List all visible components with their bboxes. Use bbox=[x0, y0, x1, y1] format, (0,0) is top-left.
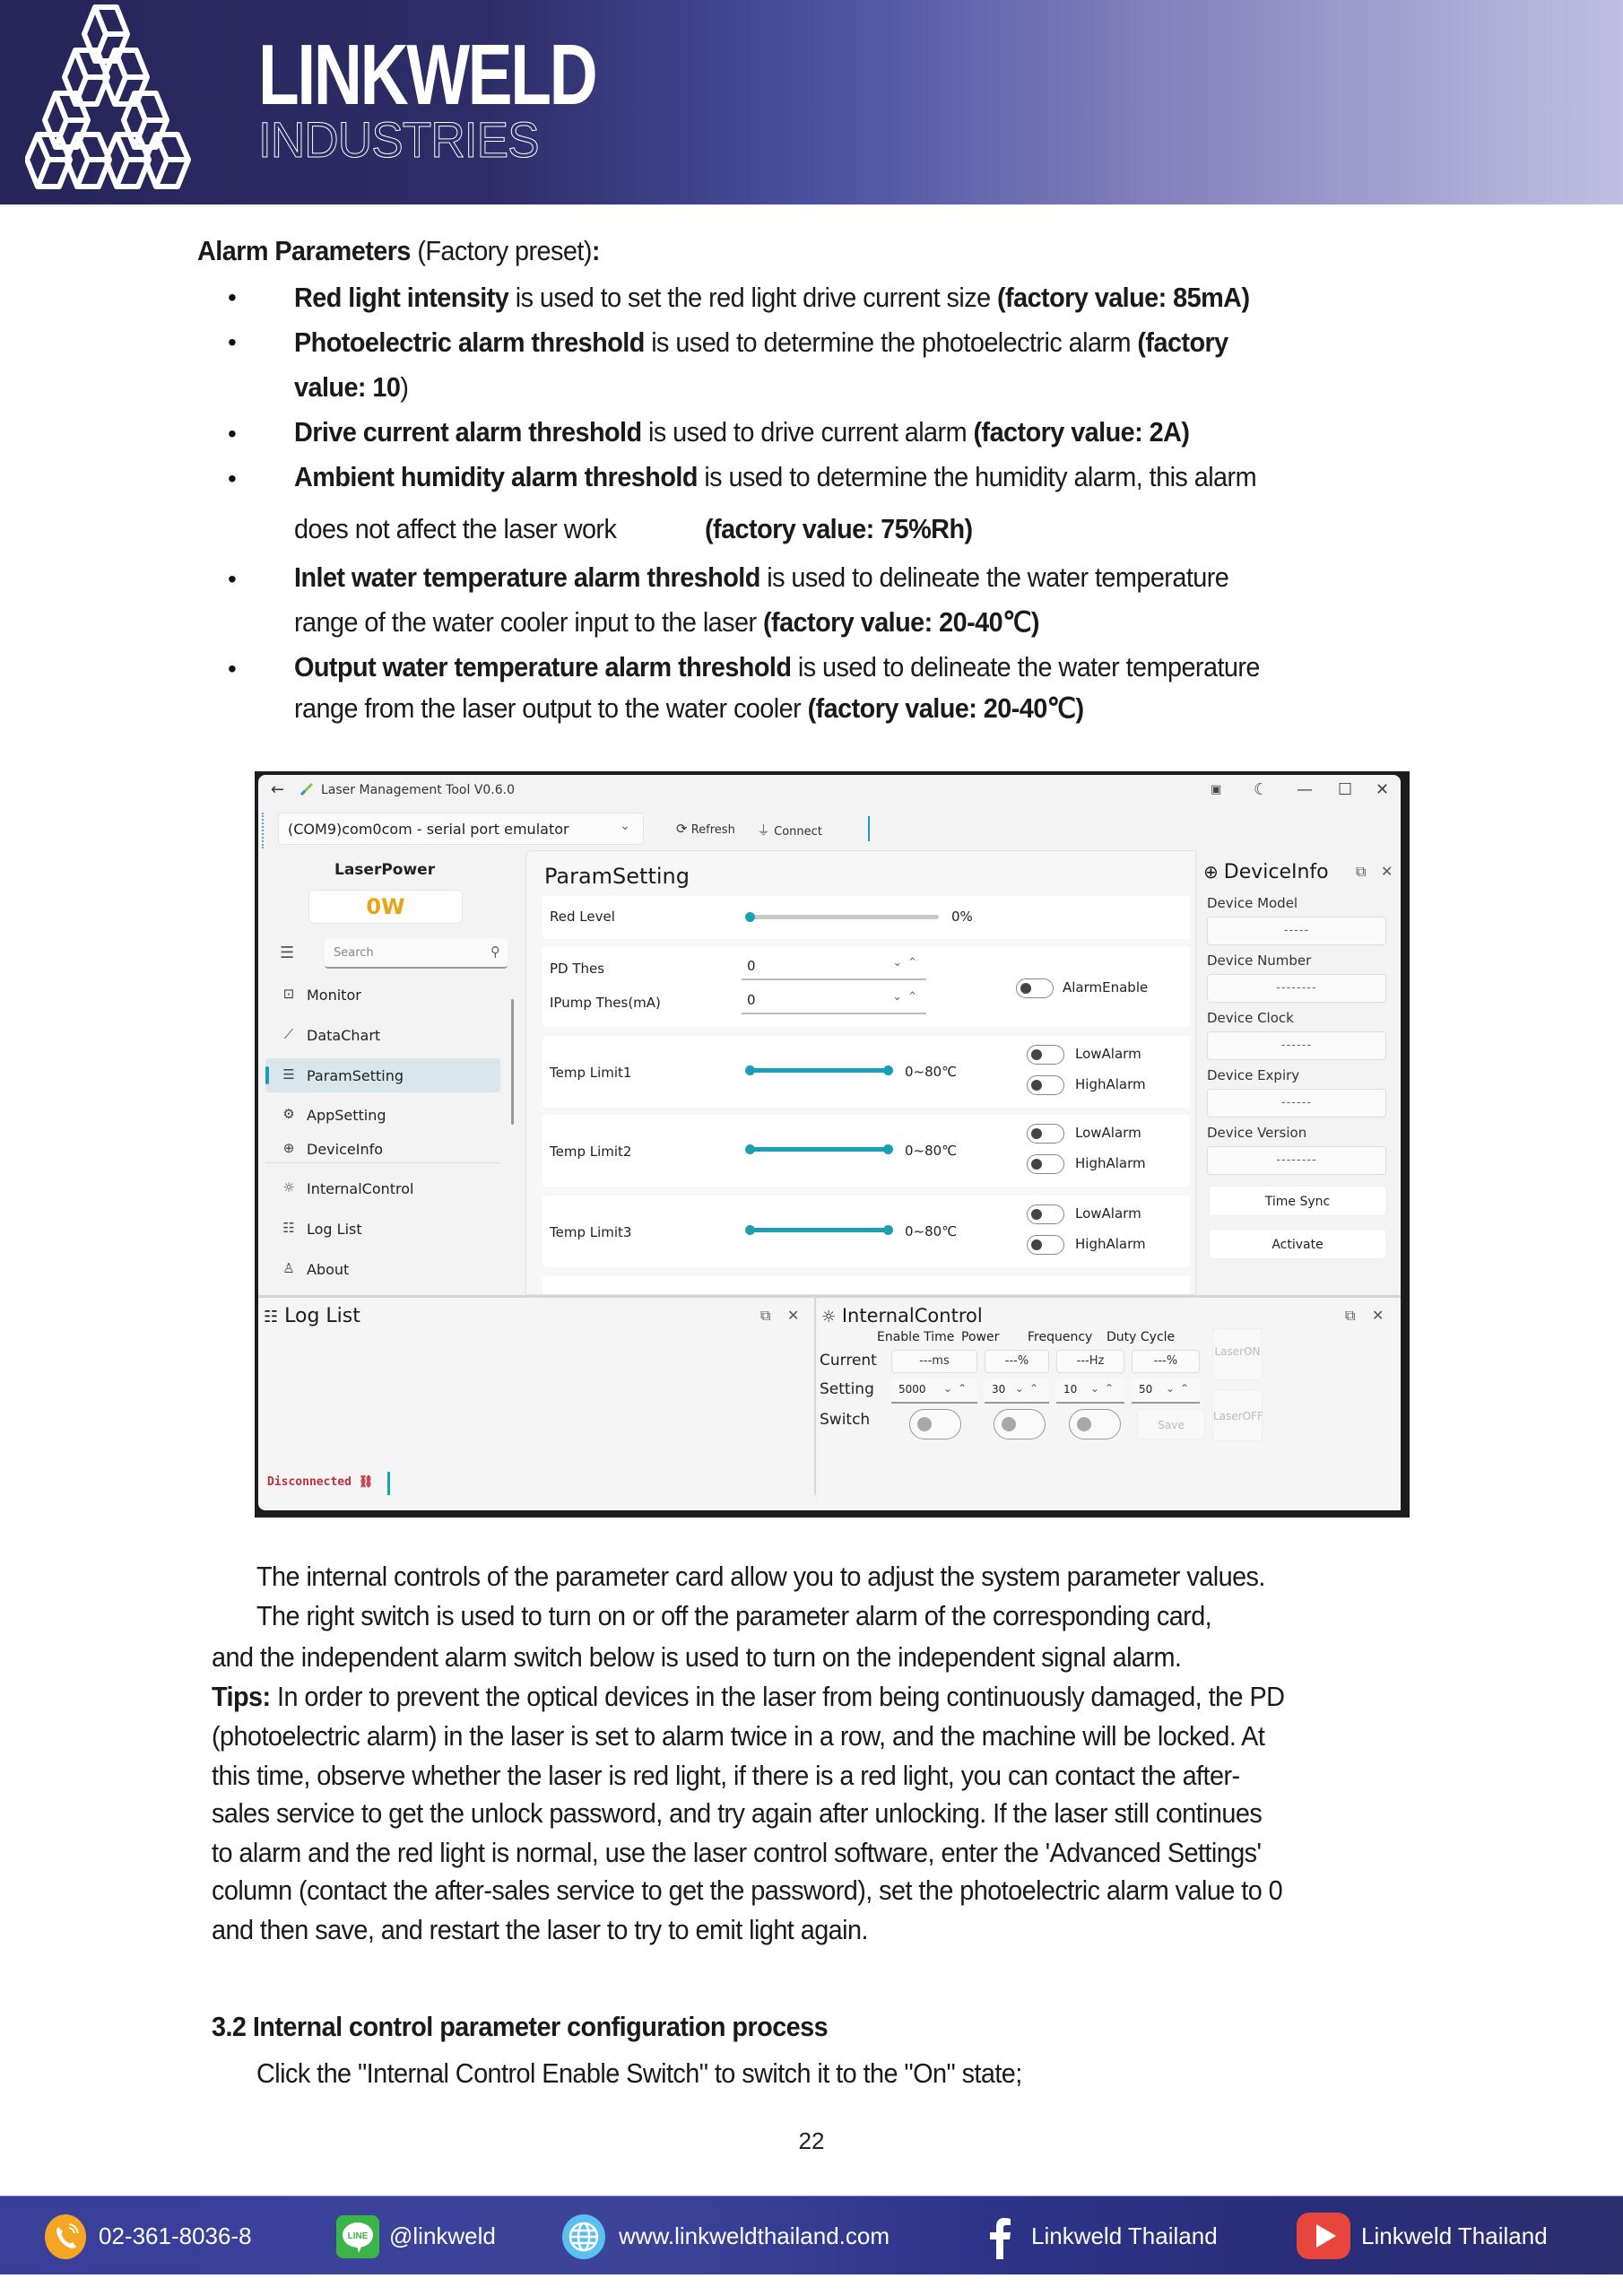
laser-off-button[interactable]: LaserOFF bbox=[1212, 1389, 1263, 1441]
current-duty-cycle: ---% bbox=[1132, 1350, 1200, 1373]
high-alarm-toggle[interactable] bbox=[1027, 1235, 1064, 1255]
section-3-2-heading: 3.2 Internal control parameter configuration process bbox=[212, 2011, 829, 2042]
save-button[interactable]: Save bbox=[1137, 1409, 1205, 1439]
paragraph-line: this time, observe whether the laser is red light, if there is a red light, you can contact the after- bbox=[212, 1760, 1240, 1791]
paragraph-line: to alarm and the red light is normal, use the laser control software, enter the 'Advanced Settings' bbox=[212, 1837, 1262, 1868]
high-alarm-toggle[interactable] bbox=[1027, 1075, 1064, 1095]
laser-power-value: 0W bbox=[308, 890, 463, 924]
low-alarm-toggle[interactable] bbox=[1027, 1124, 1064, 1144]
slider-handle-low[interactable] bbox=[745, 1065, 755, 1075]
sidebar-item-monitor[interactable]: ⊡ Monitor bbox=[265, 978, 500, 1012]
footer-line-id[interactable]: @linkweld bbox=[389, 2222, 496, 2249]
temp-limit1-range-slider[interactable] bbox=[751, 1068, 887, 1073]
youtube-icon bbox=[1297, 2213, 1350, 2259]
close-icon[interactable]: ✕ bbox=[787, 1307, 800, 1324]
brand-subtitle: INDUSTRIES bbox=[258, 111, 539, 168]
spin-arrows-icon[interactable]: ⌄⌃ bbox=[1014, 1382, 1044, 1395]
person-icon: ♙ bbox=[282, 1260, 295, 1276]
sidebar-item-paramsetting[interactable]: ☰ ParamSetting bbox=[265, 1058, 500, 1092]
current-frequency: ---Hz bbox=[1056, 1350, 1124, 1373]
brand-name: LINKWELD bbox=[258, 27, 596, 123]
internal-control-icon: ☼ bbox=[821, 1308, 837, 1326]
sidebar-item-datachart[interactable]: ⟋ DataChart bbox=[265, 1018, 500, 1052]
paragraph-line: (photoelectric alarm) in the laser is set to alarm twice in a row, and the machine will be locked. At bbox=[212, 1720, 1265, 1752]
splitter-vertical[interactable] bbox=[814, 1298, 816, 1495]
title-bar bbox=[258, 775, 1401, 807]
device-icon: ⊕ bbox=[282, 1140, 295, 1156]
low-alarm-toggle[interactable] bbox=[1027, 1205, 1064, 1224]
step-line: Click the "Internal Control Enable Switch" to switch it to the "On" state; bbox=[256, 2057, 1022, 2089]
maximize-button[interactable]: ☐ bbox=[1338, 780, 1353, 799]
app-logo-icon bbox=[299, 782, 314, 796]
bullet-glyph: • bbox=[228, 328, 237, 356]
enable-time-spinbox[interactable]: 5000 ⌄⌃ bbox=[891, 1378, 977, 1404]
sidebar-item-deviceinfo[interactable]: ⊕ DeviceInfo bbox=[265, 1132, 500, 1166]
pd-thes-spinbox[interactable]: 0 ⌄⌃ bbox=[742, 953, 926, 980]
sidebar-item-internalcontrol[interactable]: ☼ InternalControl bbox=[265, 1171, 500, 1205]
bullet-photoelectric: Photoelectric alarm threshold is used to determine the photoelectric alarm (factory bbox=[294, 326, 1228, 358]
laser-power-label: LaserPower bbox=[334, 861, 436, 879]
bullet-glyph: • bbox=[228, 465, 237, 492]
app-client-area bbox=[258, 775, 1401, 1510]
panel-title: ParamSetting bbox=[544, 864, 690, 889]
slider-handle-low[interactable] bbox=[745, 1144, 755, 1154]
sidebar-item-appsetting[interactable]: ⚙ AppSetting bbox=[265, 1098, 500, 1132]
bullet-output-water-cont: range from the laser output to the water cooler (factory value: 20-40℃) bbox=[294, 692, 1084, 724]
temp-limit2-range-slider[interactable] bbox=[751, 1147, 887, 1152]
temp-limit2-card: Temp Limit2 0~80℃ LowAlarm HighAlarm bbox=[542, 1115, 1190, 1187]
bullet-inlet-water: Inlet water temperature alarm threshold is used to delineate the water temperature bbox=[294, 561, 1229, 593]
power-spinbox[interactable]: 30 ⌄⌃ bbox=[985, 1378, 1049, 1404]
current-enable-time: ---ms bbox=[891, 1350, 977, 1373]
refresh-button[interactable]: ⟳ Refresh bbox=[676, 821, 735, 837]
bullet-glyph: • bbox=[228, 565, 237, 593]
close-window-button[interactable]: ✕ bbox=[1376, 780, 1390, 799]
footer-facebook[interactable]: Linkweld Thailand bbox=[1031, 2222, 1218, 2249]
device-icon: ⊕ bbox=[1203, 861, 1219, 883]
param-setting-panel bbox=[525, 850, 1196, 1295]
bullet-humidity: Ambient humidity alarm threshold is used to determine the humidity alarm, this alarm bbox=[294, 461, 1257, 492]
paragraph-line: The internal controls of the parameter card allow you to adjust the system parameter values. bbox=[256, 1561, 1265, 1592]
device-clock-field: ------ bbox=[1207, 1031, 1386, 1060]
close-icon[interactable]: ✕ bbox=[1372, 1307, 1384, 1324]
footer-website[interactable]: www.linkweldthailand.com bbox=[619, 2222, 890, 2249]
red-level-slider[interactable] bbox=[749, 915, 939, 919]
sidebar-item-loglist[interactable]: ☷ Log List bbox=[265, 1212, 500, 1246]
spin-arrows-icon[interactable]: ⌄⌃ bbox=[1165, 1382, 1194, 1395]
spin-arrows-icon[interactable]: ⌄⌃ bbox=[942, 1382, 972, 1395]
panel-title: ⊕ DeviceInfo bbox=[1203, 861, 1329, 883]
threshold-card: PD Thes 0 ⌄⌃ IPump Thes(mA) 0 ⌄⌃ AlarmEnable bbox=[542, 946, 1190, 1027]
device-info-panel: ⊕ DeviceInfo ⧉ ✕ Device Model ----- Device Number -------- Device Clock ------ Device Expiry ------ Device Version -------- Time Sync Activate bbox=[1198, 850, 1401, 1295]
device-version-field: -------- bbox=[1207, 1146, 1386, 1175]
frequency-spinbox[interactable]: 10 ⌄⌃ bbox=[1056, 1378, 1124, 1404]
undock-icon[interactable]: ⧉ bbox=[1356, 863, 1367, 880]
bullet-inlet-water-cont: range of the water cooler input to the laser (factory value: 20-40℃) bbox=[294, 606, 1039, 638]
temp-limit3-card: Temp Limit3 0~80℃ LowAlarm HighAlarm bbox=[542, 1196, 1190, 1267]
drag-handle bbox=[262, 813, 264, 848]
red-level-card: Red Level 0% bbox=[542, 896, 1190, 939]
sidebar bbox=[258, 852, 509, 1292]
linkweld-cube-logo-icon bbox=[25, 4, 237, 190]
ipump-thes-spinbox[interactable]: 0 ⌄⌃ bbox=[742, 987, 926, 1014]
list-icon: ☷ bbox=[264, 1308, 279, 1326]
slider-handle-low[interactable] bbox=[745, 1225, 755, 1235]
alarm-enable-toggle[interactable] bbox=[1016, 978, 1054, 998]
status-cursor bbox=[387, 1472, 390, 1495]
close-icon[interactable]: ✕ bbox=[1381, 863, 1393, 880]
paragraph-line: column (contact the after-sales service to get the password), set the photoelectric alarm value to 0 bbox=[212, 1874, 1283, 1906]
enable-time-switch[interactable] bbox=[909, 1409, 961, 1439]
window-title: Laser Management Tool V0.6.0 bbox=[321, 783, 516, 797]
bullet-drive-current: Drive current alarm threshold is used to drive current alarm (factory value: 2A) bbox=[294, 416, 1190, 448]
temp-limit1-card: Temp Limit1 0~80℃ LowAlarm HighAlarm bbox=[542, 1036, 1190, 1108]
device-expiry-field: ------ bbox=[1207, 1089, 1386, 1118]
paragraph-line: sales service to get the unlock password, and try again after unlocking. If the laser still continues bbox=[212, 1797, 1263, 1829]
bullet-photoelectric-cont: value: 10) bbox=[294, 371, 409, 403]
toolbar-cursor bbox=[868, 816, 870, 841]
plug-icon: ⏚ bbox=[757, 822, 771, 839]
param-icon: ☰ bbox=[282, 1066, 295, 1083]
bullet-red-light: Red light intensity is used to set the red light drive current size (factory value: 85mA) bbox=[294, 282, 1250, 313]
back-arrow-icon[interactable]: ← bbox=[271, 780, 285, 799]
search-icon[interactable]: ⚲ bbox=[490, 944, 500, 960]
bullet-humidity-value: (factory value: 75%Rh) bbox=[705, 513, 973, 544]
internal-control-icon: ☼ bbox=[282, 1179, 295, 1196]
bullet-output-water: Output water temperature alarm threshold is used to delineate the water temperature bbox=[294, 651, 1260, 683]
chart-icon: ⟋ bbox=[283, 1026, 294, 1042]
slider-handle-high[interactable] bbox=[883, 1065, 893, 1075]
sidebar-item-about[interactable]: ♙ About bbox=[265, 1252, 500, 1286]
slider-handle-high[interactable] bbox=[883, 1225, 893, 1235]
high-alarm-toggle[interactable] bbox=[1027, 1154, 1064, 1174]
chevron-down-icon: ⌄ bbox=[620, 819, 630, 833]
minimize-button[interactable]: — bbox=[1297, 780, 1313, 799]
undock-icon[interactable]: ⧉ bbox=[1345, 1307, 1356, 1324]
refresh-icon: ⟳ bbox=[676, 821, 688, 837]
theme-toggle-icon[interactable]: ☾ bbox=[1254, 780, 1269, 799]
line-app-icon bbox=[335, 2214, 380, 2259]
device-model-field: ----- bbox=[1207, 917, 1386, 945]
list-icon: ☷ bbox=[282, 1220, 295, 1236]
power-switch[interactable] bbox=[994, 1409, 1046, 1439]
sidebar-scrollbar[interactable] bbox=[511, 999, 514, 1125]
facebook-icon bbox=[986, 2214, 1013, 2259]
hamburger-menu-icon[interactable]: ☰ bbox=[280, 944, 295, 962]
card-partial bbox=[542, 1276, 1190, 1294]
monitor-icon: ⊡ bbox=[282, 986, 295, 1002]
time-sync-button[interactable]: Time Sync bbox=[1209, 1186, 1386, 1216]
disconnected-link-icon: ⛓ bbox=[358, 1475, 374, 1489]
red-level-value: 0% bbox=[951, 909, 973, 925]
internal-control-panel: ☼ InternalControl ⧉ ✕ Enable Time Power Frequency Duty Cycle Current Setting Switch ---ms ---% ---Hz ---% 5000 ⌄⌃ 30 ⌄⌃ 10 ⌄⌃ 50 ⌄⌃ Save LaserON LaserOFF bbox=[818, 1298, 1401, 1509]
globe-icon bbox=[561, 2214, 606, 2259]
current-power: ---% bbox=[985, 1350, 1049, 1373]
paragraph-line: The right switch is used to turn on or off the parameter alarm of the corresponding card, bbox=[256, 1600, 1212, 1631]
alarm-params-heading: Alarm Parameters (Factory preset): bbox=[197, 235, 600, 266]
paragraph-line: and then save, and restart the laser to try to emit light again. bbox=[212, 1914, 868, 1945]
device-number-field: -------- bbox=[1207, 974, 1386, 1003]
phone-icon bbox=[43, 2214, 88, 2259]
contact-footer bbox=[0, 2196, 1623, 2274]
header-banner bbox=[0, 0, 1623, 204]
undock-icon[interactable]: ⧉ bbox=[760, 1307, 771, 1324]
duty-cycle-spinbox[interactable]: 50 ⌄⌃ bbox=[1132, 1378, 1200, 1404]
laser-on-button[interactable]: LaserON bbox=[1212, 1328, 1263, 1380]
panel-title: ☷ Log List bbox=[264, 1305, 360, 1327]
connect-button[interactable]: ⏚ Connect bbox=[757, 822, 822, 839]
panel-title: ☼ InternalControl bbox=[821, 1305, 983, 1326]
bullet-glyph: • bbox=[228, 420, 237, 448]
spin-arrows-icon[interactable]: ⌄⌃ bbox=[892, 956, 923, 970]
svg-text:LINE: LINE bbox=[347, 2231, 369, 2241]
search-input[interactable]: Search ⚲ bbox=[325, 938, 508, 969]
slider-handle-high[interactable] bbox=[883, 1144, 893, 1154]
laser-management-tool-window bbox=[255, 771, 1410, 1518]
connection-status: Disconnected ⛓ bbox=[267, 1475, 374, 1489]
footer-youtube[interactable]: Linkweld Thailand bbox=[1361, 2222, 1548, 2249]
activate-button[interactable]: Activate bbox=[1209, 1229, 1386, 1259]
gear-icon: ⚙ bbox=[282, 1106, 295, 1122]
spin-arrows-icon[interactable]: ⌄⌃ bbox=[1089, 1382, 1119, 1395]
page-number: 22 bbox=[798, 2127, 825, 2154]
slider-handle[interactable] bbox=[745, 912, 755, 922]
serial-port-select[interactable]: (COM9)com0com - serial port emulator ⌄ bbox=[278, 813, 644, 845]
temp-limit3-range-slider[interactable] bbox=[751, 1228, 887, 1232]
log-list-panel bbox=[258, 1298, 814, 1509]
layout-icon[interactable]: ▣ bbox=[1211, 783, 1222, 796]
tips-paragraph: Tips: In order to prevent the optical devices in the laser from being continuously damaged, the PD bbox=[212, 1681, 1285, 1712]
spin-arrows-icon[interactable]: ⌄⌃ bbox=[892, 990, 923, 1004]
bullet-humidity-cont: does not affect the laser work bbox=[294, 513, 617, 544]
bullet-glyph: • bbox=[228, 283, 237, 311]
bullet-glyph: • bbox=[228, 655, 237, 683]
brand-wordmark bbox=[258, 27, 691, 168]
frequency-switch[interactable] bbox=[1069, 1409, 1121, 1439]
paragraph-line: and the independent alarm switch below is used to turn on the independent signal alarm. bbox=[212, 1641, 1182, 1673]
low-alarm-toggle[interactable] bbox=[1027, 1045, 1064, 1065]
footer-phone[interactable]: 02-361-8036-8 bbox=[99, 2222, 252, 2249]
connection-toolbar bbox=[258, 809, 1401, 848]
